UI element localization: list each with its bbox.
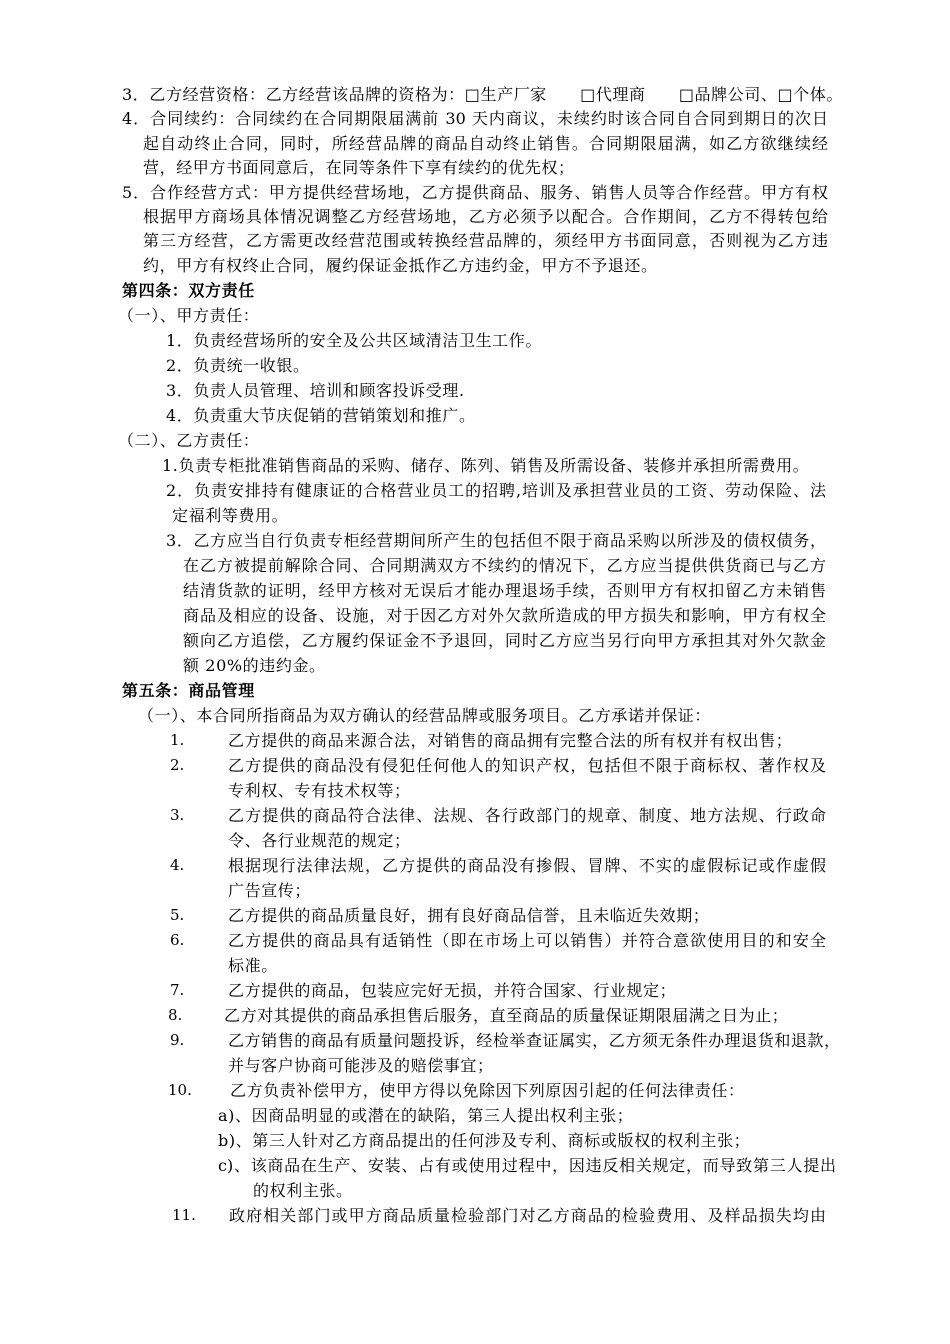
item-text-line: 广告宣传； — [228, 881, 312, 901]
guarantee-item — [0, 728, 950, 753]
guarantee-item — [0, 1028, 950, 1078]
item-number: 5. — [170, 906, 185, 925]
item-text-line: 政府相关部门或甲方商品质量检验部门对乙方商品的检验费用、及样品损失均由 — [229, 1206, 826, 1226]
item-number: 2. — [170, 756, 185, 775]
clause-cooperation-line: 第三方经营，乙方需更改经营范围或转换经营品牌的，须经甲方书面同意，否则视为乙方违 — [143, 231, 828, 251]
item-text-line: 并与客户协商可能涉及的赔偿事宜； — [228, 1056, 494, 1076]
guarantee-item — [0, 853, 950, 903]
section-1-heading: （一）、本合同所指商品为双方确认的经营品牌或服务项目。乙方承诺并保证： — [138, 706, 712, 726]
item-text-line: 乙方提供的商品来源合法，对销售的商品拥有完整合法的所有权并有权出售； — [228, 731, 793, 751]
clause-renewal-line: 4．合同续约：合同续约在合同期限届满前 30 天内商议，未续约时该合同自合同到期日的次日 — [122, 109, 828, 129]
party-b-item-line: 额向乙方追偿，乙方履约保证金不予退回，同时乙方应当另行向甲方承担其对外欠款金 — [183, 631, 826, 651]
item-number: 11. — [172, 1206, 196, 1225]
sub-item-line: 的权利主张。 — [253, 1181, 353, 1201]
item-number: 9. — [170, 1031, 185, 1050]
item-text-line: 令、各行业规范的规定； — [228, 831, 411, 851]
party-b-item-line: 2．负责安排持有健康证的合格营业员工的招聘,培训及承担营业员的工资、劳动保险、法 — [166, 481, 826, 501]
party-b-item-line: 额 20%的违约金。 — [183, 656, 326, 676]
item-text-line: 乙方销售的商品有质量问题投诉，经检举查证属实，乙方须无条件办理退货和退款， — [228, 1031, 840, 1051]
article-5-title: 第五条：商品管理 — [122, 681, 255, 701]
item-text-line: 乙方提供的商品没有侵犯任何他人的知识产权，包括但不限于商标权、著作权及 — [228, 756, 826, 776]
guarantee-item — [0, 903, 950, 928]
guarantee-item — [0, 1078, 950, 1203]
party-b-item-line: 结清货款的证明，经甲方核对无误后才能办理退场手续，否则甲方有权扣留乙方未销售 — [183, 581, 826, 601]
party-b-item-line: 定福利等费用。 — [172, 506, 289, 526]
guarantee-item — [0, 1003, 950, 1028]
party-a-item: 2．负责统一收银。 — [166, 356, 310, 376]
guarantee-item — [0, 753, 950, 803]
item-number: 8. — [168, 1006, 183, 1025]
sub-item-line: a)、因商品明显的或潜在的缺陷，第三人提出权利主张； — [218, 1106, 634, 1126]
item-text-line: 乙方对其提供的商品承担售后服务，直至商品的质量保证期限届满之日为止； — [224, 1006, 789, 1026]
party-a-item: 4．负责重大节庆促销的营销策划和推广。 — [166, 406, 476, 426]
clause-renewal-line: 营，经甲方书面同意后，在同等条件下享有续约的优先权； — [143, 158, 575, 178]
item-number: 4. — [170, 856, 185, 875]
item-number: 10. — [168, 1081, 192, 1100]
guarantee-item — [0, 978, 950, 1003]
party-a-heading: （一）、甲方责任： — [118, 306, 260, 326]
guarantee-item — [0, 928, 950, 978]
item-text-line: 根据现行法律法规，乙方提供的商品没有掺假、冒牌、不实的虚假标记或作虚假 — [228, 856, 826, 876]
clause-renewal-line: 起自动终止合同，同时，所经营品牌的商品自动终止销售。合同期限届满，如乙方欲继续经 — [143, 133, 828, 153]
item-number: 3. — [170, 806, 185, 825]
article-4-title: 第四条：双方责任 — [122, 281, 255, 301]
party-b-item-line: 3．乙方应当自行负责专柜经营期间所产生的包括但不限于商品采购以所涉及的债权债务， — [166, 531, 826, 551]
party-b-item-line: 1.负责专柜批准销售商品的采购、储存、陈列、销售及所需设备、装修并承担所需费用。 — [162, 456, 810, 476]
party-b-item-line: 商品及相应的设备、设施，对于因乙方对外欠款所造成的甲方损失和影响，甲方有权全 — [183, 606, 826, 626]
sub-item-line: b)、第三人针对乙方商品提出的任何涉及专利、商标或版权的权利主张； — [218, 1131, 751, 1151]
item-text-line: 专利权、专有技术权等； — [228, 781, 411, 801]
clause-qualification-line: 3．乙方经营资格：乙方经营该品牌的资格为：□生产厂家 □代理商 □品牌公司、□个体。 — [122, 85, 844, 104]
item-number: 7. — [170, 981, 185, 1000]
guarantee-item — [0, 1203, 950, 1228]
party-b-heading: （二）、乙方责任： — [118, 431, 260, 451]
item-text-line: 乙方提供的商品，包装应完好无损，并符合国家、行业规定； — [228, 981, 677, 1001]
party-a-item: 1．负责经营场所的安全及公共区域清洁卫生工作。 — [166, 331, 542, 351]
party-a-item: 3．负责人员管理、培训和顾客投诉受理. — [166, 381, 465, 401]
item-number: 1. — [170, 731, 185, 750]
clause-cooperation-line: 根据甲方商场具体情况调整乙方经营场地，乙方必须予以配合。合作期间，乙方不得转包给 — [143, 206, 828, 226]
sub-item-line: c)、该商品在生产、安装、占有或使用过程中，因违反相关规定，而导致第三人提出 — [218, 1156, 836, 1176]
item-text-line: 乙方提供的商品具有适销性（即在市场上可以销售）并符合意欲使用目的和安全 — [228, 931, 826, 951]
contract-page — [0, 83, 950, 1228]
item-number: 6. — [170, 931, 185, 950]
item-text-line: 乙方提供的商品符合法律、法规、各行政部门的规章、制度、地方法规、行政命 — [228, 806, 826, 826]
clause-cooperation-line: 约，甲方有权终止合同，履约保证金抵作乙方违约金，甲方不予退还。 — [143, 255, 658, 275]
item-text-line: 乙方负责补偿甲方，使甲方得以免除因下列原因引起的任何法律责任： — [230, 1081, 745, 1101]
party-b-item-line: 在乙方被提前解除合同、合同期满双方不续约的情况下，乙方应当提供供货商已与乙方 — [183, 556, 826, 576]
item-text-line: 标准。 — [228, 956, 278, 976]
guarantee-item — [0, 803, 950, 853]
clause-cooperation-line: 5．合作经营方式：甲方提供经营场地，乙方提供商品、服务、销售人员等合作经营。甲方有权 — [122, 182, 828, 202]
item-text-line: 乙方提供的商品质量良好，拥有良好商品信誉，且未临近失效期； — [228, 906, 710, 926]
